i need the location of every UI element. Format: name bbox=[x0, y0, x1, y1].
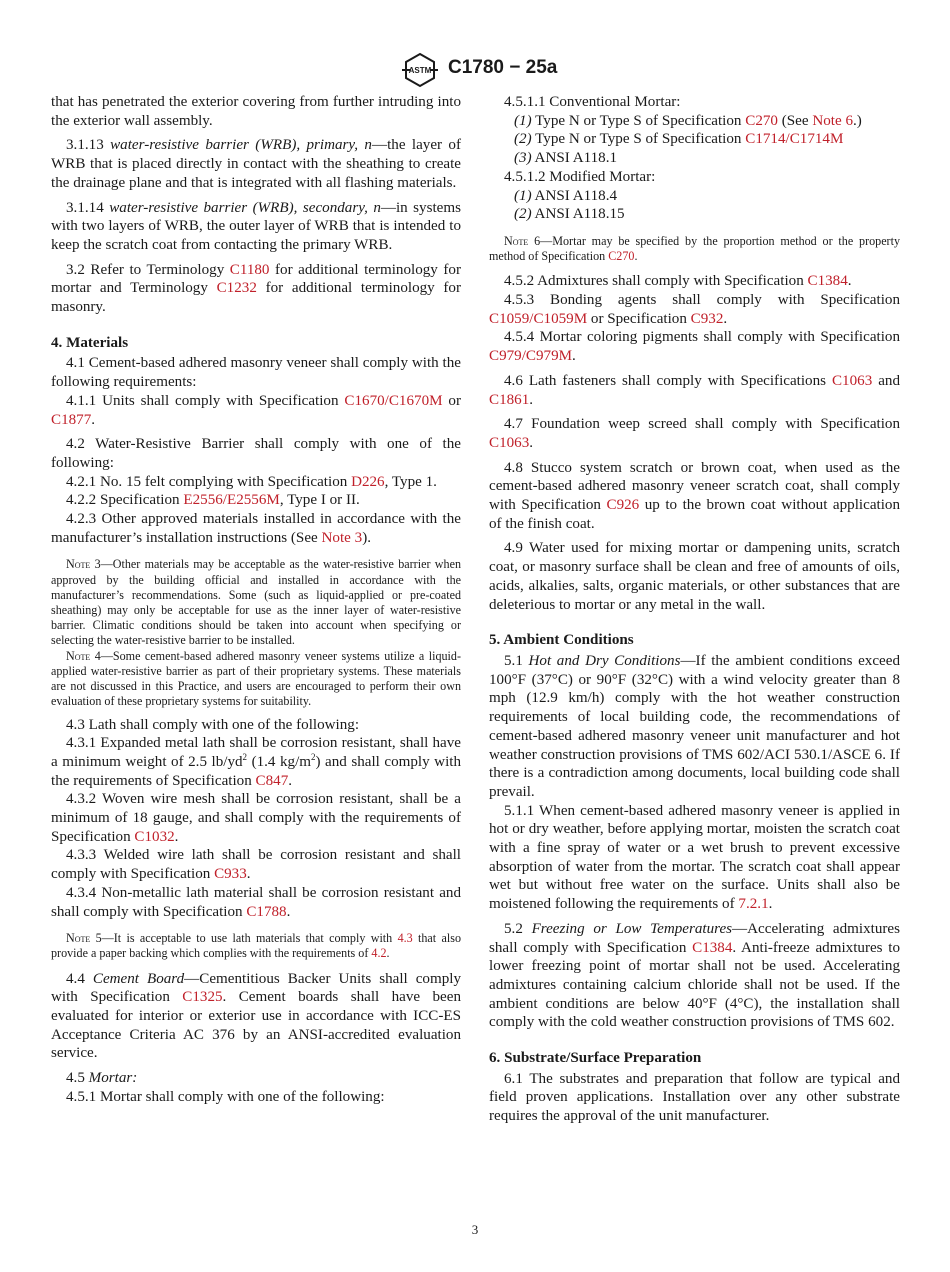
page-number: 3 bbox=[471, 1222, 479, 1237]
section-5-1: 5.1 Hot and Dry Conditions—If the ambient conditions exceed 100°F (37°C) or 90°F (32°C) with a wind velocity greater than 8 mph (12.9 km/h) comply with the hot weather construction requirements of local building code, the recommendations of cement-based adhered masonry veneer unit manufacturer and hot weather construction provisions of TMS 602/ACI 530.1/ASCE 6. If there is a contradiction among documents, local building code shall prevail. bbox=[489, 652, 900, 800]
section-4-5-1: 4.5.1 Mortar shall comply with one of the following: bbox=[66, 1088, 385, 1105]
section-4-5: 4.5 Mortar: bbox=[66, 1070, 138, 1087]
ref-link-c1384[interactable]: C1384 bbox=[807, 273, 848, 290]
ref-link-c1877[interactable]: C1877 bbox=[51, 411, 92, 428]
right-column bbox=[489, 93, 900, 1126]
ref-link-c1861[interactable]: C1861 bbox=[489, 391, 530, 408]
ref-link-c1325[interactable]: C1325 bbox=[182, 989, 223, 1006]
ref-link-c932[interactable]: C932 bbox=[690, 310, 724, 327]
term-wrb-primary: water-resistive barrier (WRB), primary, n bbox=[110, 137, 372, 154]
section-4-3-4: 4.3.4 Non-metallic lath material shall be corrosion resistant and shall comply with Specification C1788. bbox=[51, 884, 461, 920]
section-3-1-13: 3.1.13 water-resistive barrier (WRB), primary, n—the layer of WRB that is placed directly in contact with the sheathing to create the drainage plane and that is integrated with all flashing materials. bbox=[51, 137, 461, 191]
ref-link-4-3[interactable]: 4.3 bbox=[397, 931, 413, 946]
section-4-6: 4.6 Lath fasteners shall comply with Specifications C1063 and C1861. bbox=[489, 372, 900, 408]
ref-link-e2556[interactable]: E2556/E2556M bbox=[183, 492, 280, 509]
section-4-1: 4.1 Cement-based adhered masonry veneer shall comply with the following requirements: bbox=[51, 355, 461, 391]
modified-mortar-item-1: (1) ANSI A118.4 bbox=[514, 187, 618, 204]
left-column bbox=[51, 93, 461, 1107]
term-cement-board: Cement Board bbox=[92, 970, 185, 987]
ref-link-c1059[interactable]: C1059/C1059M bbox=[489, 310, 588, 327]
section-4-2-2: 4.2.2 Specification E2556/E2556M, Type I or II. bbox=[66, 492, 360, 509]
term-mortar: Mortar: bbox=[88, 1070, 138, 1087]
section-4-3-1: 4.3.1 Expanded metal lath shall be corrosion resistant, shall have a minimum weight of 2.5 $lb/yd^2$ (1.4 $kg/m^2$) and shall comply with the requirements of Specification C847. bbox=[51, 735, 462, 789]
section-4-4: 4.4 Cement Board—Cementitious Backer Units shall comply with Specification C1325. Cement boards shall have been evaluated for interior or exterior use in accordance with ICC-ES Acceptance Criteria AC 376 by an ANSI-accredited evaluation service. bbox=[51, 970, 462, 1062]
mortar-item-3: (3) ANSI A118.1 bbox=[514, 150, 618, 167]
paragraph-continuation: that has penetrated the exterior covering from further intruding into the exterior wall assembly. bbox=[51, 94, 461, 129]
section-4-5-1-2: 4.5.1.2 Modified Mortar: bbox=[504, 168, 656, 185]
section-5-1-1: 5.1.1 When cement-based adhered masonry veneer is applied in hot or dry weather, before applying mortar, moisten the scratch coat with a fine spray of water or a wet brush to prevent excessive absorption of water from the mortar. The scratch coat shall appear wet but without free water on the surface. Units shall also be moistened following the requirements of 7.2.1. bbox=[489, 802, 900, 913]
ref-link-c1063[interactable]: C1063 bbox=[831, 372, 873, 389]
ref-link-c1714[interactable]: C1714/C1714M bbox=[745, 131, 844, 148]
section-4-2-1: 4.2.1 No. 15 felt complying with Specification D226, Type 1. bbox=[66, 473, 437, 490]
section-4-5-3: 4.5.3 Bonding agents shall comply with Specification C1059/C1059M or Specification C932. bbox=[489, 292, 900, 327]
ref-link-c1063-b[interactable]: C1063 bbox=[489, 434, 530, 451]
ref-link-d226[interactable]: D226 bbox=[351, 473, 385, 490]
section-4-5-4: 4.5.4 Mortar coloring pigments shall comply with Specification C979/C979M. bbox=[489, 329, 900, 365]
note-6: Note 6—Mortar may be specified by the proportion method or the property method of Specification C270. bbox=[489, 233, 900, 264]
section-4-7: 4.7 Foundation weep screed shall comply with Specification C1063. bbox=[489, 416, 900, 451]
section-3-2: 3.2 Refer to Terminology C1180 for additional terminology for mortar and Terminology C1232 for additional terminology for masonry. bbox=[51, 261, 462, 316]
section-4-8: 4.8 Stucco system scratch or brown coat, when used as the cement-based adhered masonry veneer scratch coat, shall comply with Specification C926 up to the brown coat without application of the finish coat. bbox=[489, 459, 900, 532]
ref-link-c933[interactable]: C933 bbox=[214, 866, 247, 883]
ref-link-c1788[interactable]: C1788 bbox=[246, 903, 287, 920]
ref-link-7-2-1[interactable]: 7.2.1 bbox=[738, 896, 769, 913]
section-4-2: 4.2 Water-Resistive Barrier shall comply with one of the following: bbox=[51, 436, 461, 471]
heading-ambient-conditions: 5. Ambient Conditions bbox=[489, 632, 634, 649]
section-4-5-1-1: 4.5.1.1 Conventional Mortar: bbox=[504, 94, 681, 110]
section-4-9: 4.9 Water used for mixing mortar or dampening units, scratch coat, or masonry surface shall be clean and free of amounts of oils, acids, alkalies, salts, organic materials, or other substances that are deleterious to mortar or any metal in the wall. bbox=[489, 540, 900, 613]
document-designation: C1780 − 25a bbox=[448, 57, 558, 78]
ref-link-c1670[interactable]: C1670/C1670M bbox=[344, 392, 443, 409]
section-4-5-2: 4.5.2 Admixtures shall comply with Specification C1384. bbox=[504, 273, 852, 290]
mortar-item-1: (1) Type N or Type S of Specification C270 (See Note 6.) bbox=[514, 112, 862, 129]
ref-link-c847[interactable]: C847 bbox=[255, 772, 289, 789]
astm-logo-icon bbox=[400, 52, 440, 88]
ref-link-c270[interactable]: C270 bbox=[745, 112, 778, 129]
page-header bbox=[0, 50, 950, 90]
ref-link-c1180[interactable]: C1180 bbox=[229, 261, 270, 278]
modified-mortar-item-2: (2) ANSI A118.15 bbox=[514, 206, 625, 223]
ref-link-c1032[interactable]: C1032 bbox=[134, 828, 175, 845]
ref-link-4-2[interactable]: 4.2 bbox=[371, 946, 387, 961]
section-4-3: 4.3 Lath shall comply with one of the following: bbox=[66, 716, 360, 733]
ref-link-note-3[interactable]: Note 3 bbox=[321, 529, 363, 546]
section-4-3-3: 4.3.3 Welded wire lath shall be corrosion resistant and shall comply with Specification C933. bbox=[51, 847, 461, 883]
term-freezing: Freezing or Low Temperatures bbox=[531, 920, 733, 937]
term-wrb-secondary: water-resistive barrier (WRB), secondary, n bbox=[109, 199, 381, 216]
ref-link-note-6[interactable]: Note 6 bbox=[812, 112, 854, 129]
section-4-2-3: 4.2.3 Other approved materials installed in accordance with the manufacturer’s installation instructions (See Note 3). bbox=[51, 511, 461, 546]
note-5: Note 5—It is acceptable to use lath materials that comply with 4.3 that also provide a paper backing which complies with the requirements of 4.2. bbox=[51, 931, 461, 961]
astm-logo-text: ASTM bbox=[408, 66, 432, 75]
heading-materials: 4. Materials bbox=[51, 334, 129, 351]
section-4-1-1: 4.1.1 Units shall comply with Specification C1670/C1670M or C1877. bbox=[51, 392, 461, 428]
note-4: Note 4—Some cement-based adhered masonry veneer systems utilize a liquid-applied water-resistive barrier as part of their proprietary systems. These materials are not discussed in this Practice, and users are encouraged to perform their own evaluation of these proprietary systems for suitability. bbox=[51, 648, 461, 709]
note-3: Note 3—Other materials may be acceptable as the water-resistive barrier when approved by the building official and installed in accordance with the manufacturer’s recommendations. Some (such as liquid-applied or pre-coated sheathing) may only be acceptable for use as the inner layer of water-resistive barrier. Climatic conditions should be taken into account when specifying or selecting the water-resistive barrier to be installed. bbox=[51, 557, 461, 648]
heading-substrate-preparation: 6. Substrate/Surface Preparation bbox=[489, 1050, 702, 1067]
ref-link-c979[interactable]: C979/C979M bbox=[489, 348, 573, 365]
ref-link-c926[interactable]: C926 bbox=[606, 497, 640, 514]
ref-link-c1232[interactable]: C1232 bbox=[216, 280, 257, 297]
ref-link-c270-note[interactable]: C270 bbox=[608, 249, 635, 264]
section-4-3-2: 4.3.2 Woven wire mesh shall be corrosion resistant, shall be a minimum of 18 gauge, and shall comply with the requirements of Specification C1032. bbox=[51, 791, 461, 845]
section-6-1: 6.1 The substrates and preparation that follow are typical and field proven applications. Installation over any other substrate requires the approval of the unit manufacturer. bbox=[489, 1070, 900, 1125]
section-5-2: 5.2 Freezing or Low Temperatures—Accelerating admixtures shall comply with Specification C1384. Anti-freeze admixtures to lower freezing point of mortar shall not be used. Accelerating admixtures containing calcium chloride shall not be used. If the ambient conditions are below 40°F (4°C), the installation shall comply with the cold weather construction provisions of TMS 602. bbox=[489, 920, 901, 1031]
section-3-1-14: 3.1.14 water-resistive barrier (WRB), secondary, n—in systems with two layers of WRB, the outer layer of WRB that is intended to keep the scratch coat from contacting the primary WRB. bbox=[51, 199, 461, 253]
ref-link-c1384-b[interactable]: C1384 bbox=[692, 939, 733, 956]
mortar-item-2: (2) Type N or Type S of Specification C1714/C1714M bbox=[514, 131, 844, 148]
term-hot-dry: Hot and Dry Conditions bbox=[528, 652, 681, 669]
